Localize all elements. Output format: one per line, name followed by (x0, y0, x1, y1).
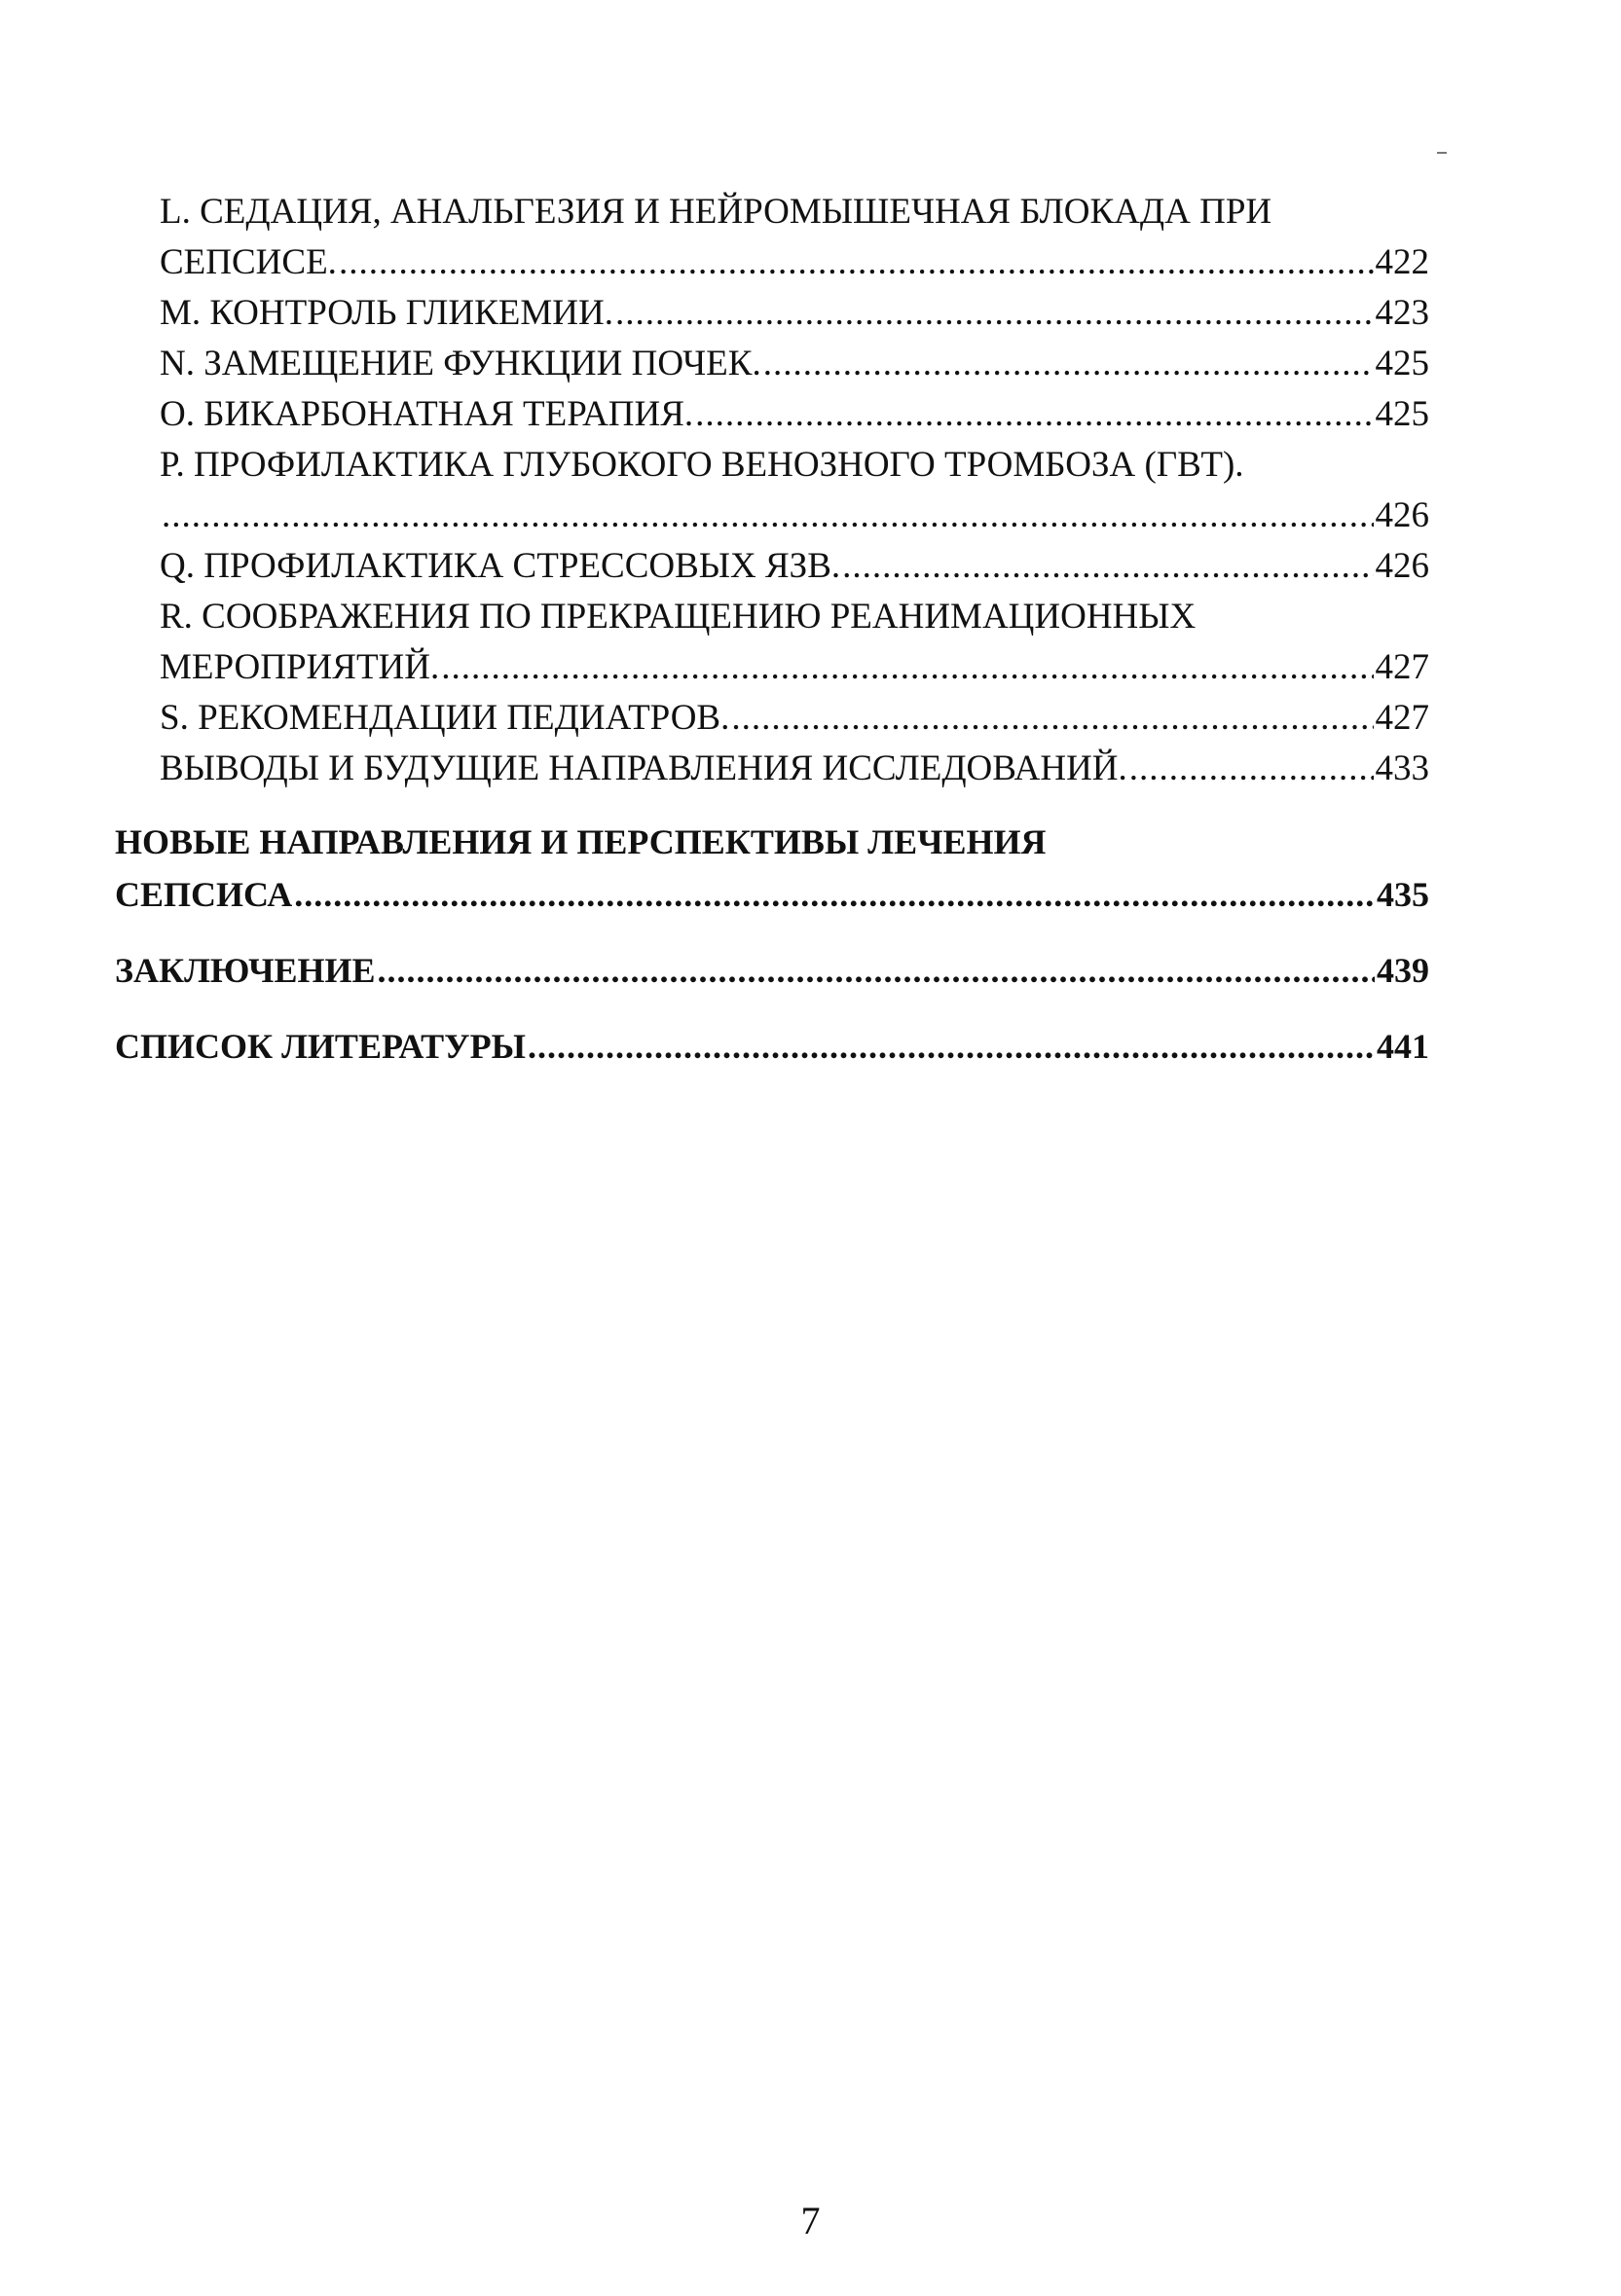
toc-entry-title: M. КОНТРОЛЬ ГЛИКЕМИИ. (160, 293, 613, 333)
toc-page-number: 425 (1375, 344, 1429, 383)
dot-leader (731, 693, 1373, 744)
toc-entry-title: МЕРОПРИЯТИЙ. (160, 647, 440, 687)
toc-entry-title-line: НОВЫЕ НАПРАВЛЕНИЯ И ПЕРСПЕКТИВЫ ЛЕЧЕНИЯ (115, 822, 1047, 861)
toc-entry-title: S. РЕКОМЕНДАЦИИ ПЕДИАТРОВ. (160, 698, 730, 738)
dot-leader (615, 288, 1374, 339)
toc-entry-title: O. БИКАРБОНАТНАЯ ТЕРАПИЯ. (160, 394, 694, 434)
toc-entry-title-line: P. ПРОФИЛАКТИКА ГЛУБОКОГО ВЕНОЗНОГО ТРОМБОЗА (ГВТ). (160, 445, 1244, 485)
dot-leader (842, 541, 1373, 592)
toc-entry-new-directions[interactable] (115, 816, 1429, 921)
toc-entry-title: N. ЗАМЕЩЕНИЕ ФУНКЦИИ ПОЧЕК. (160, 344, 761, 383)
toc-entry-title: СЕПСИСА (115, 875, 293, 914)
toc-page-number: 422 (1375, 242, 1429, 282)
toc-entry-title: ЗАКЛЮЧЕНИЕ (115, 951, 376, 990)
toc-entry-title-line: L. СЕДАЦИЯ, АНАЛЬГЕЗИЯ И НЕЙРОМЫШЕЧНАЯ БЛОКАДА ПРИ (160, 192, 1272, 232)
toc-entry-conclusion[interactable] (115, 944, 1429, 997)
toc-page-number: 426 (1375, 546, 1429, 586)
scan-mark (1437, 152, 1447, 154)
toc-entry-title: ВЫВОДЫ И БУДУЩИЕ НАПРАВЛЕНИЯ ИССЛЕДОВАНИЙ. (160, 748, 1127, 788)
dot-leader (162, 491, 1374, 541)
toc-entry-bicarbonate[interactable] (115, 389, 1429, 440)
toc-entry-references[interactable] (115, 1020, 1429, 1073)
dot-leader (1129, 744, 1374, 794)
toc-page-number: 439 (1377, 951, 1429, 990)
toc-entry-glycemia[interactable] (115, 288, 1429, 339)
toc-entry-conclusions[interactable] (115, 744, 1429, 794)
dot-leader (339, 237, 1374, 288)
page-number: 7 (800, 2199, 821, 2242)
toc-page-number: 423 (1375, 293, 1429, 333)
toc-entry-dvt[interactable] (115, 440, 1429, 541)
dot-leader (528, 1020, 1375, 1073)
table-of-contents (115, 187, 1429, 1073)
toc-page-number: 435 (1377, 875, 1429, 914)
dot-leader (763, 339, 1374, 389)
toc-entry-stress-ulcer[interactable] (115, 541, 1429, 592)
toc-page-number: 425 (1375, 394, 1429, 434)
dot-leader (294, 868, 1375, 921)
dot-leader (378, 944, 1375, 997)
toc-page-number: 441 (1377, 1027, 1429, 1066)
toc-entry-resuscitation[interactable] (115, 592, 1429, 693)
toc-entry-title-line: R. СООБРАЖЕНИЯ ПО ПРЕКРАЩЕНИЮ РЕАНИМАЦИОННЫХ (160, 597, 1197, 637)
toc-page-number: 427 (1375, 647, 1429, 687)
toc-page-number: 433 (1375, 748, 1429, 788)
dot-leader (695, 389, 1373, 440)
toc-entry-title: СПИСОК ЛИТЕРАТУРЫ (115, 1027, 526, 1066)
toc-entry-sedation[interactable] (115, 187, 1429, 288)
toc-page-number: 426 (1375, 495, 1429, 535)
toc-entry-renal[interactable] (115, 339, 1429, 389)
toc-entry-title: Q. ПРОФИЛАКТИКА СТРЕССОВЫХ ЯЗВ. (160, 546, 841, 586)
toc-entry-pediatrics[interactable] (115, 693, 1429, 744)
toc-page-number: 427 (1375, 698, 1429, 738)
dot-leader (441, 642, 1373, 693)
toc-entry-title: СЕПСИСЕ. (160, 242, 337, 282)
